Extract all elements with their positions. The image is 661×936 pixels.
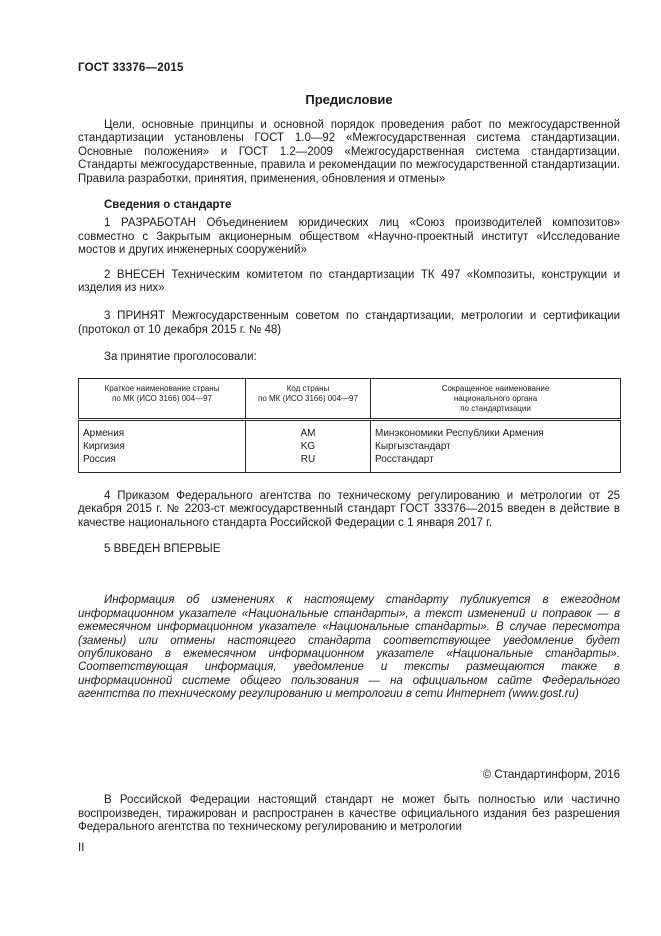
cell-org: Кыргызстандарт: [371, 440, 621, 453]
cell-country: Киргизия: [79, 440, 246, 453]
reproduction-restriction: В Российской Федерации настоящий стандарт не может быть полностью или частично воспроизведен, тиражирован и распространен в качестве официального издания без разрешения Федерального агентства по техническому регулированию и метрологии: [78, 794, 620, 834]
page-footer: [78, 769, 620, 854]
table-row: [79, 453, 621, 473]
col-header-code: Код страны по МК (ИСО 3166) 004—97: [246, 378, 371, 419]
info-item-adopted: 3 ПРИНЯТ Межгосударственным советом по стандартизации, метрологии и сертификации (протокол от 10 декабря 2015 г. № 48): [78, 310, 620, 336]
info-item-enacted: 4 Приказом Федерального агентства по техническому регулированию и метрологии от 25 декабря 2015 г. № 2203-ст межгосударственный стандарт ГОСТ 33376—2015 введен в действие в качестве национального стандарта Российской Федерации с 1 января 2017 г.: [78, 489, 620, 529]
table-row: [79, 419, 621, 440]
cell-code: AM: [246, 419, 371, 440]
info-item-developed: 1 РАЗРАБОТАН Объединением юридических лиц «Союз производителей композитов» совместно с Закрытым акционерным обществом «Научно-проектный институт «Исследование мостов и других инженерных сооружений»: [78, 217, 620, 257]
vote-table: [78, 378, 621, 473]
doc-code: ГОСТ 33376—2015: [78, 62, 184, 74]
col-header-country: Краткое наименование страны по МК (ИСО 3166) 004—97: [79, 378, 246, 419]
cell-org: Росстандарт: [371, 453, 621, 473]
table-row: [79, 440, 621, 453]
cell-country: Россия: [79, 453, 246, 473]
amendments-notice: Информация об изменениях к настоящему стандарту публикуется в ежегодном информационном указателе «Национальные стандарты», а текст изменений и поправок — в ежемесячном информационном указателе «Национальные стандарты». В случае пересмотра (замены) или отмены настоящего стандарта соответствующее уведомление будет опубликовано в ежемесячном информационном указателе «Национальные стандарты». Соответствующая информация, уведомление и тексты размещаются также в информационной системе общего пользования — на официальном сайте Федерального агентства по техническому регулированию и метрологии в сети Интернет (www.gost.ru): [78, 594, 620, 701]
intro-paragraph: Цели, основные принципы и основной порядок проведения работ по межгосударственной стандартизации установлены ГОСТ 1.0—92 «Межгосударственная система стандартизации. Основные положения» и ГОСТ 1.2—2009 «Межгосударственная система стандартизации. Стандарты межгосударственные, правила и рекомендации по межгосударственной стандартизации. Правила разработки, принятия, применения, обновления и отмены»: [78, 119, 620, 185]
cell-country: Армения: [79, 419, 246, 440]
standard-info-heading: Сведения о стандарте: [104, 199, 232, 212]
info-item-submitted: 2 ВНЕСЕН Техническим комитетом по стандартизации ТК 497 «Композиты, конструкции и изделия из них»: [78, 268, 620, 295]
copyright-line: © Стандартинформ, 2016: [482, 769, 620, 781]
col-header-org: Сокращенное наименование национального органа по стандартизации: [371, 378, 621, 419]
vote-table-header-row: [79, 378, 621, 419]
vote-intro: За принятие проголосовали:: [104, 351, 257, 364]
page-title: Предисловие: [305, 92, 393, 107]
info-item-first-edition: 5 ВВЕДЕН ВПЕРВЫЕ: [104, 542, 221, 555]
page-number: II: [78, 841, 85, 854]
cell-org: Минэкономики Республики Армения: [371, 419, 621, 440]
cell-code: KG: [246, 440, 371, 453]
cell-code: RU: [246, 453, 371, 473]
